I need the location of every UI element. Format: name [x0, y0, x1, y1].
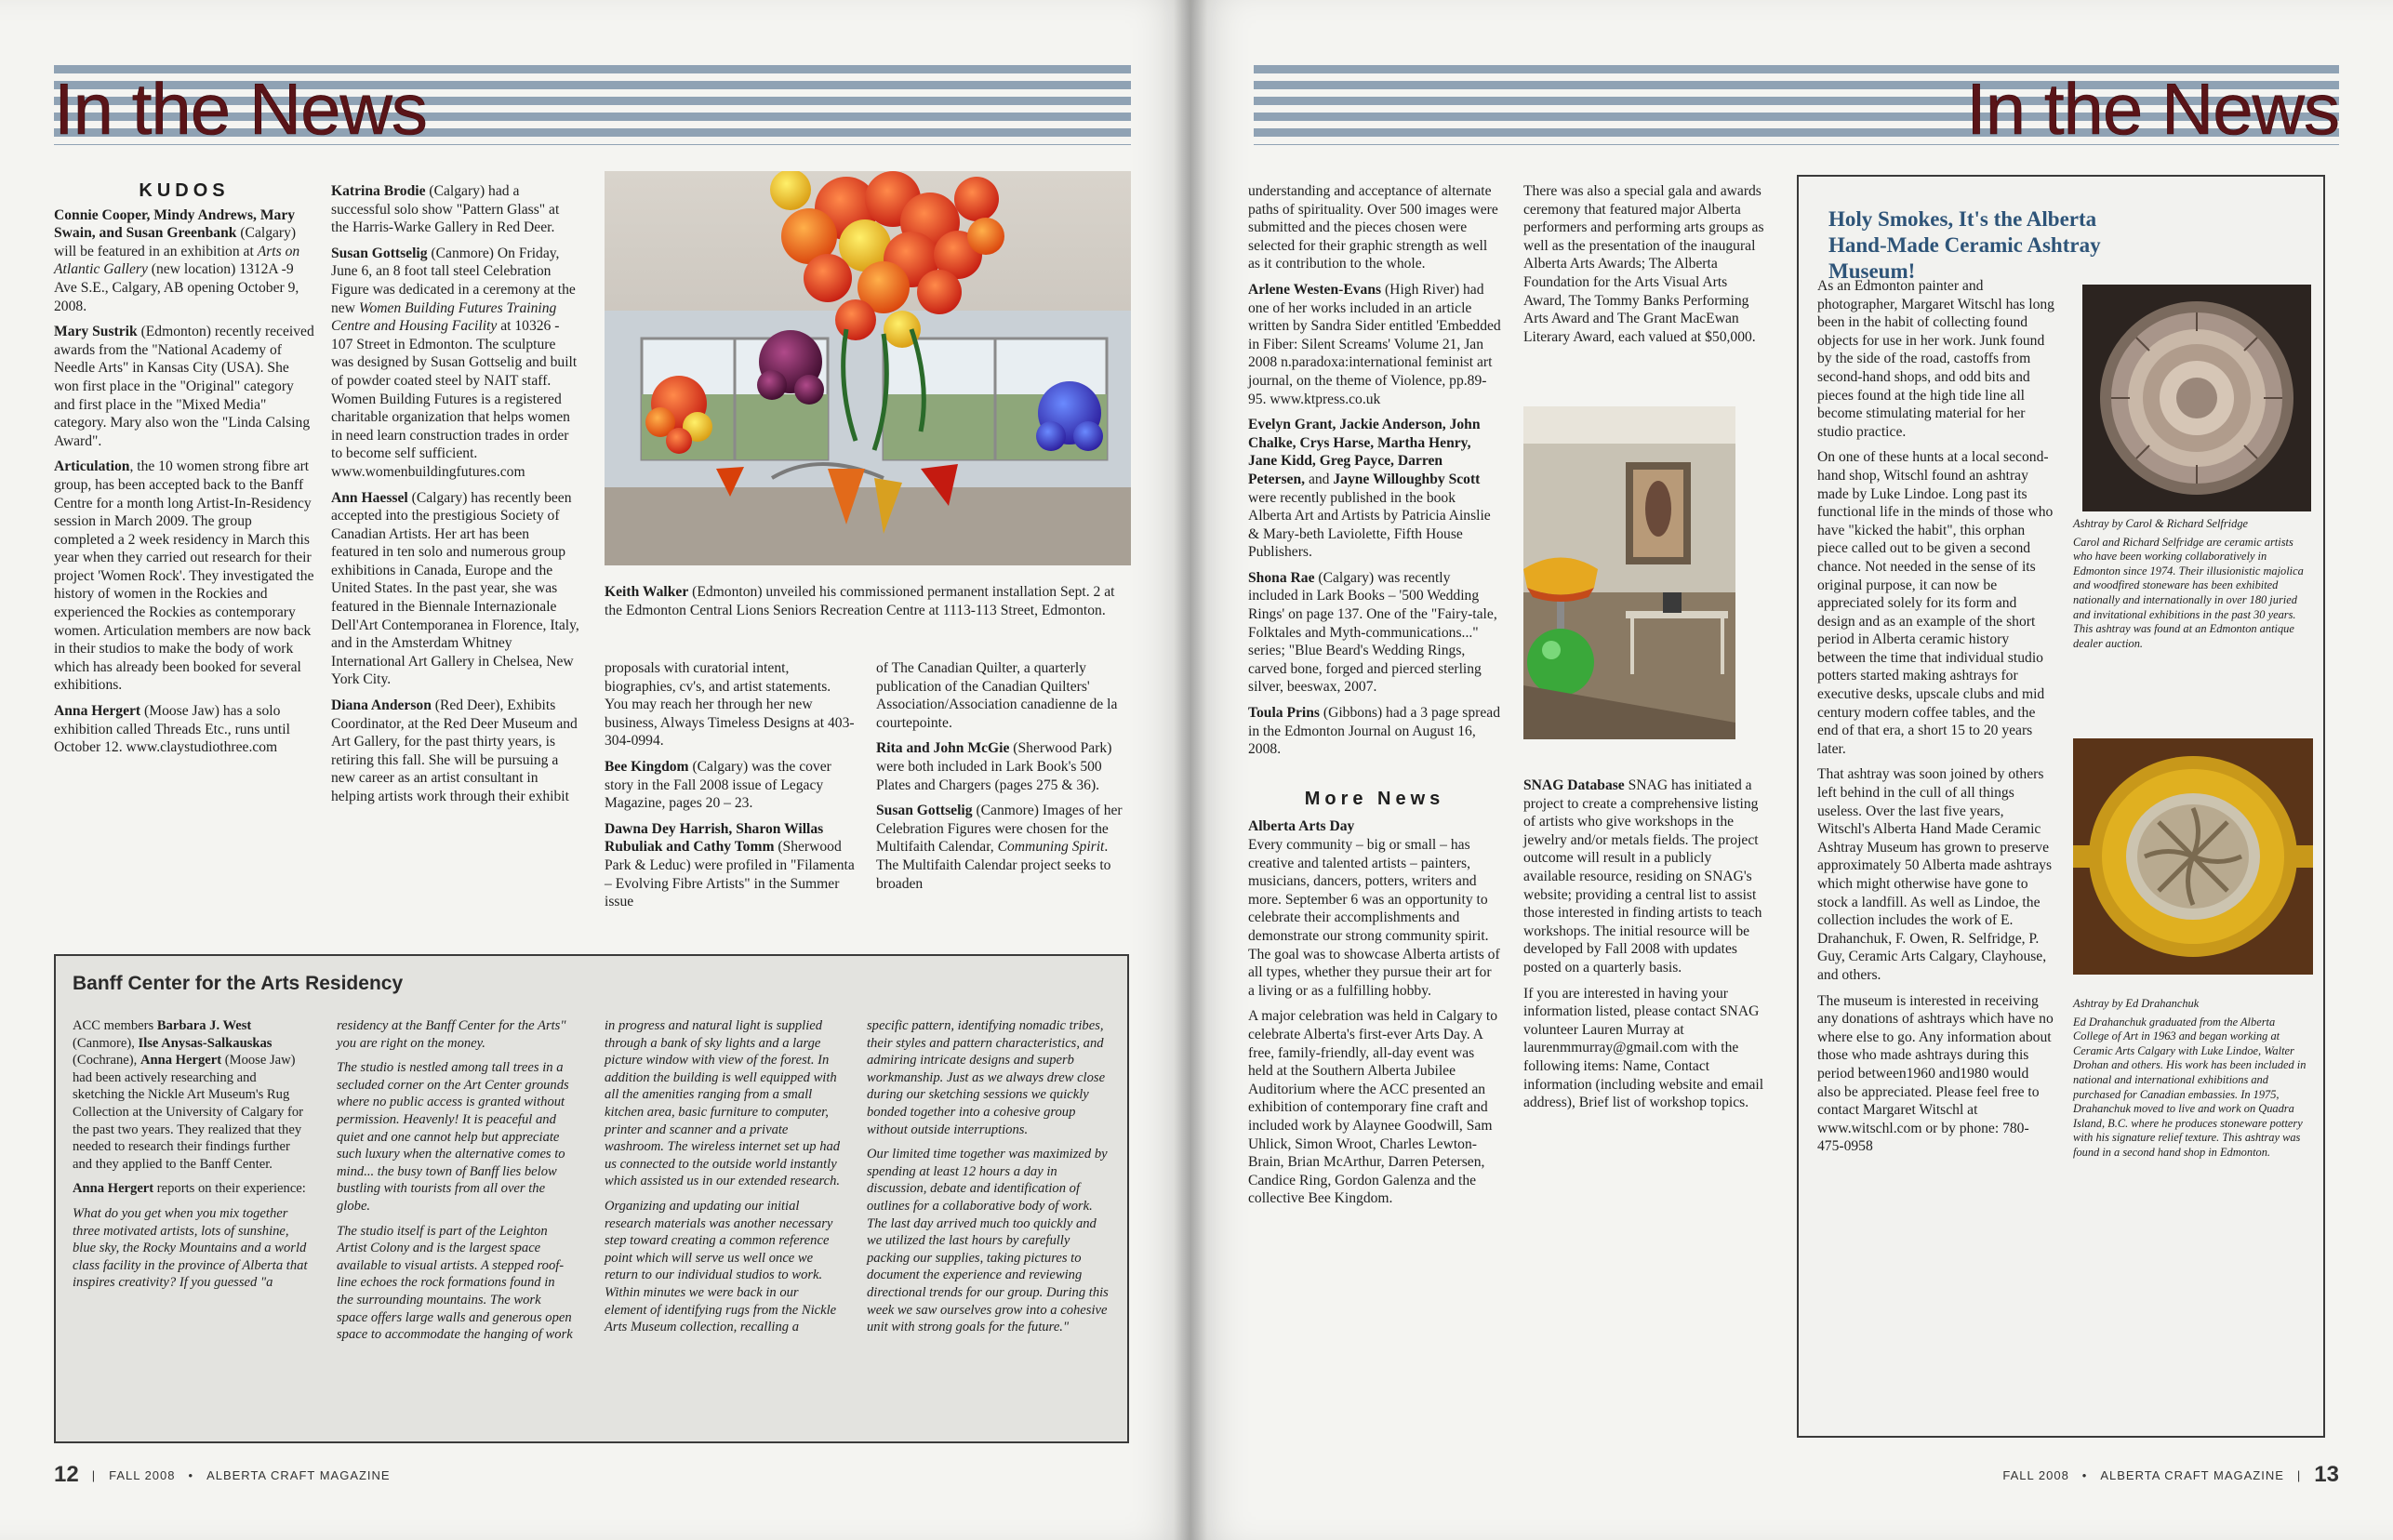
glass-chandelier-photo: [605, 171, 1131, 565]
news-column-4: [876, 659, 1129, 900]
news-paragraph: Bee Kingdom (Calgary) was the cover story in the Fall 2008 issue of Legacy Magazine, pages 20 – 23.: [605, 758, 831, 812]
news-paragraph: Dawna Dey Harrish, Sharon Willas Rubuliak and Cathy Tomm (Sherwood Park & Leduc) were profiled in "Filamenta – Evolving Fibre Artists" in the Summer issue: [605, 820, 855, 910]
header-banner-right: [1254, 65, 2339, 150]
kudos-column: [54, 182, 314, 764]
right-column-1: understanding and acceptance of alternate paths of spirituality. Over 500 images were submitted and the pieces chosen were selected for their graphic strength as well as it contribution to the whole. Arlene Westen-Evans (High River) had one of her works included in an article written by Sandra Sider entitled 'Embedded in Fiber: Silent Screams' Volume 21, Jan 2008 n.paradoxa:international feminist art journal, on the theme of Violence, pp.89-95. www.ktpress.co.uk Evelyn Grant, Jackie Anderson, John Chalke, Crys Harse, Martha Henry, Jane Kidd, Greg Payce, Darren Petersen, and Jayne Willoughby Scott were recently published in the book Alberta Art and Artists by Patricia Ainslie & Mary-beth Laviolette, Fifth House Publishers. Shona Rae (Calgary) was recently included in Lark Books – '500 Wedding Rings' on page 137. One of the "Fairy-tale, Folktales and Myth-communications..." series; "Blue Beard's Wedding Rings, carved bone, forged and pierced sterling silver, beeswax, 2007. Toula Prins (Gibbons) had a 3 page spread in the Edmonton Journal on August 16, 2008. More News Alberta Arts Day Every community – big or small – has creative and talented artists – painters, musicians, dancers, potters, writers and more. September 6 was an opportunity to celebrate their accomplishments and demonstrate our strong community spirit. The goal was to showcase Alberta artists of all types, whether they pursue their art for a living or as a fulfilling hobby. A major celebration was held in Calgary to celebrate Alberta's first-ever Arts Day. A free, family-friendly, all-day event was held at the Southern Alberta Jubilee Auditorium where the ACC presented an exhibition of contemporary fine craft and included work by Alaynee Goodwill, Sam Uhlick, Simon Wroot, Charles Lewton-Brain, Brian McArthur, Darren Petersen, Candice Ring, Gordon Galenza and the collective Bee Kingdom.: [1248, 183, 1501, 1207]
right-column-2b: SNAG Database SNAG has initiated a project to create a comprehensive listing of artists who give workshops in the jewelry and/or metals fields. The project outcome will result in a publicly available resource, residing on SNAG's website; providing a central list to assist those interested in finding artists to teach workshops. The initial resource will be developed by Fall 2008 with updates posted on a quarterly basis. If you are interested in having your information listed, please contact SNAG volunteer Lauren Murray at laurenmmurray@gmail.com with the following items: Name, Contact information (including website and email address), Brief list of workshop topics.: [1523, 777, 1764, 1111]
kudos-heading: KUDOS: [139, 180, 230, 201]
drahanchuk-caption: Ashtray by Ed Drahanchuk Ed Drahanchuk graduated from the Alberta College of Art in 1963 and began working at Ceramic Arts Calgary with Luke Lindoe, Walter Drohan and others. His work has been included in national and international exhibitions and purchased for Canadian embassies. In 1975, Drahanchuk moved to live and work on Quadra Island, B.C. where he produces stoneware pottery with his signature relief texture. This ashtray was found in a second hand shop in Edmonton.: [2073, 997, 2307, 1159]
news-paragraph: Rita and John McGie (Sherwood Park) were both included in Lark Book's 500 Plates and Chargers (pages 275 & 36).: [876, 740, 1112, 793]
page-title-right: In the News: [1966, 68, 2339, 150]
right-column-2: There was also a special gala and awards ceremony that featured major Alberta performers and performing arts groups as well as the presentation of the inaugural Alberta Arts Awards; The Alberta Foundation for the Arts Visual Arts Award, The Tommy Banks Performing Arts Award and The Grant MacEwan Literary Award, each valued at $50,000.: [1523, 183, 1764, 345]
ashtray-article: As an Edmonton painter and photographer, Margaret Witschl has long been in the habit of collecting found objects for use in her work. Junk found by the side of the road, castoffs from second-hand shops, and odd bits and pieces found at the high tide line all become stimulating material for her studio practice. On one of these hunts at a local second-hand shop, Witschl found an ashtray made by Luke Lindoe. Long past its functional life in the minds of those who have "kicked the habit", this orphan piece called out to be given a second chance. Not needed in the sense of its original purpose, it can now be appreciated solely for its form and design and as an example of the short period in Alberta ceramic history between the time that individual studio potters started making ashtrays for executive desks, upscale clubs and mid century modern coffee tables, and the end of that era, a short 15 to 20 years later. That ashtray was soon joined by others left behind in the cull of all things useless. Over the last five years, Witschl's Alberta Hand Made Ceramic Ashtray Museum has grown to preserve approximately 50 Alberta made ashtrays which might otherwise have gone to stock a landfill. As well as Lindoe, the collection includes the work of E. Drahanchuk, F. Owen, R. Selfridge, P. Guy, Ceramic Arts Calgary, Clayhouse, and others. The museum is interested in receiving any donations of ashtrays which have no where else to go. Any information about those who made ashtrays during this period between1960 and1980 would also be appreciated. Please feel free to contact Margaret Witschl at www.witschl.com or by phone: 780-475-0958: [1817, 278, 2054, 1155]
ashtray-title: Holy Smokes, It's the Alberta Hand-Made Ceramic Ashtray Museum!: [1828, 207, 2101, 283]
banff-residency-box: [54, 954, 1129, 1443]
selfridge-ashtray-photo: [2082, 285, 2311, 511]
banff-title: Banff Center for the Arts Residency: [73, 973, 404, 994]
news-paragraph: Diana Anderson (Red Deer), Exhibits Coordinator, at the Red Deer Museum and Art Gallery, for the past thirty years, is retiring this fall. She will be pursuing a new career as an artist consultant in helping artists work through their exhibit: [331, 697, 578, 804]
selfridge-caption: Ashtray by Carol & Richard Selfridge Carol and Richard Selfridge are ceramic artists who have been working collaboratively in Edmonton since 1974. Their illusionistic majolica and woodfired stoneware has been exhibited nationally and internationally in over 180 juried and invitational exhibitions in the past 30 years. This ashtray was found at an Edmonton antique dealer auction.: [2073, 517, 2304, 650]
kudos-paragraph: Mary Sustrik (Edmonton) recently received awards from the "National Academy of Needle Arts" in Kansas City (USA). She won first place in the "Original" category and first place in the "Mixed Media" category. Mary also won the "Linda Calsing Award".: [54, 324, 314, 449]
more-news-heading: More News: [1304, 788, 1445, 809]
magazine-name: ALBERTA CRAFT MAGAZINE: [2100, 1467, 2284, 1482]
news-column-2: [331, 182, 580, 814]
banff-column-4: specific pattern, identifying nomadic tribes, their styles and pattern characteristics, and admiring intricate designs and superb workmanship. Just as we always drew close during our sketching sessions we quickly bonded together into a cohesive group without outside interruptions. Our limited time together was maximized by spending at least 12 hours a day in discussion, debate and identification of outlines for a collaborative body of work. The last day arrived much too quickly and we utilized the last hours by carefully packing our supplies, taking pictures to document the experience and reviewing directional trends for our group. During this week we saw ourselves grow into a cohesive unit with strong goals for the future.": [867, 1018, 1109, 1335]
magazine-name: ALBERTA CRAFT MAGAZINE: [206, 1467, 391, 1482]
left-page: [0, 0, 1190, 1540]
news-paragraph: proposals with curatorial intent, biographies, cv's, and artist statements. You may reach her through her new business, Always Timeless Designs at 403-304-0994.: [605, 660, 855, 750]
header-banner-left: [54, 65, 1131, 150]
ashtray-museum-box: [1797, 175, 2325, 1438]
page-footer-right: FALL 2008 • ALBERTA CRAFT MAGAZINE | 13: [2002, 1462, 2339, 1487]
news-paragraph: Susan Gottselig (Canmore) Images of her Celebration Figures were chosen for the Multifaith Calendar, Communing Spirit. The Multifaith Calendar project seeks to broaden: [876, 803, 1123, 892]
news-paragraph: of The Canadian Quilter, a quarterly publication of the Canadian Quilters' Association/Association canadienne de la courtepointe.: [876, 660, 1118, 731]
issue-label: FALL 2008: [109, 1467, 176, 1482]
page-title-left: In the News: [54, 68, 427, 150]
news-paragraph: Ann Haessel (Calgary) has recently been accepted into the prestigious Society of Canadian Artists. Her art has been featured in ten solo and numerous group exhibitions in Canada, Europe and the United States. In the past year, she was featured in the Biennale Internazionale Dell'Art Contemporanea in Florence, Italy, and in the Amsterdam Whitney International Art Gallery in Chelsea, New York City.: [331, 489, 579, 688]
news-paragraph: Susan Gottselig (Canmore) On Friday, June 6, an 8 foot tall steel Celebration Figure was dedicated in a ceremony at the new Women Building Futures Training Centre and Housing Facility at 10326 - 107 Street in Edmonton. The sculpture was designed by Susan Gottselig and built of powder coated steel by NAIT staff. Women Building Futures is a registered charitable organization that helps women in need learn construction trades in order to become self sufficient. www.womenbuildingfutures.com: [331, 245, 578, 480]
kudos-paragraph: Anna Hergert (Moose Jaw) has a solo exhibition called Threads Etc., runs until October 12. www.claystudiothree.com: [54, 703, 290, 756]
banff-column-1: ACC members Barbara J. West (Canmore), Ilse Anysas-Salkauskas (Cochrane), Anna Hergert (Moose Jaw) had been actively researching and sketching the Nickle Art Museum's Rug Collection at the University of Calgary for the past two years. They realized that they needed to research their findings further and they applied to the Banff Center. Anna Hergert reports on their experience: What do you get when you mix together three motivated artists, lots of sunshine, blue sky, the Rocky Mountains and a world class facility in the province of Alberta that inspires creativity? If you guessed "a: [73, 1018, 308, 1291]
right-page: [1190, 0, 2393, 1540]
banff-column-2: residency at the Banff Center for the Arts" you are right on the money. The studio is nestled among tall trees in a secluded corner on the Art Center grounds where no public access is granted without permission. Heavenly! It is peaceful and quiet and one cannot help but appreciate such luxury when the alternative comes to mind... the busy town of Banff lies below bustling with tourists from all over the globe. The studio itself is part of the Leighton Artist Colony and is the largest space available to visual artists. A stepped roof-line echoes the rock formations found in the surrounding mountains. The work space offers large walls and generous open space to accommodate the hanging of work: [337, 1018, 573, 1343]
page-footer-left: 12 | FALL 2008 • ALBERTA CRAFT MAGAZINE: [54, 1462, 391, 1487]
banff-column-3: in progress and natural light is supplied through a bank of sky lights and a large picture window with view of the forest. In addition the building is well equipped with all the amenities ranging from a small kitchen area, basic furniture to computer, printer and scanner and a private washroom. The wireless internet set up had us connected to the outside world instantly which assisted us in our extended research. Organizing and updating our initial research materials was another necessary step toward creating a common reference point which will serve us well once we return to our individual studios to work. Within minutes we were back in our element of identifying rugs from the Nickle Arts Museum collection, recalling a: [605, 1018, 841, 1335]
drahanchuk-ashtray-photo: [2073, 738, 2313, 975]
page-number: 12: [54, 1462, 79, 1487]
photo-caption: Keith Walker (Edmonton) unveiled his commissioned permanent installation Sept. 2 at the Edmonton Central Lions Seniors Recreation Centre at 1113-113 Street, Edmonton.: [605, 584, 1115, 618]
page-number: 13: [2314, 1462, 2339, 1487]
kudos-paragraph: Articulation, the 10 women strong fibre art group, has been accepted back to the Banff Centre for a month long Artist-In-Residency session in March 2009. The group completed a 2 week residency in March this year when they carried out research for their project 'Women Rock'. They investigated the history of women in the Rockies and experienced the Rockies as contemporary women. Articulation members are now back in their studios to make the body of work which has already been booked for several exhibitions.: [54, 458, 314, 694]
kudos-paragraph: Connie Cooper, Mindy Andrews, Mary Swain, and Susan Greenbank (Calgary) will be featured in an exhibition at Arts on Atlantic Gallery (new location) 1312A -9 Ave S.E., Calgary, AB opening October 9, 2008.: [54, 206, 300, 314]
news-column-3: [605, 659, 856, 919]
news-paragraph: Katrina Brodie (Calgary) had a successful solo show "Pattern Glass" at the Harris-Warke Gallery in Red Deer.: [331, 183, 560, 236]
gallery-interior-photo: [1523, 406, 1735, 739]
issue-label: FALL 2008: [2002, 1467, 2069, 1482]
